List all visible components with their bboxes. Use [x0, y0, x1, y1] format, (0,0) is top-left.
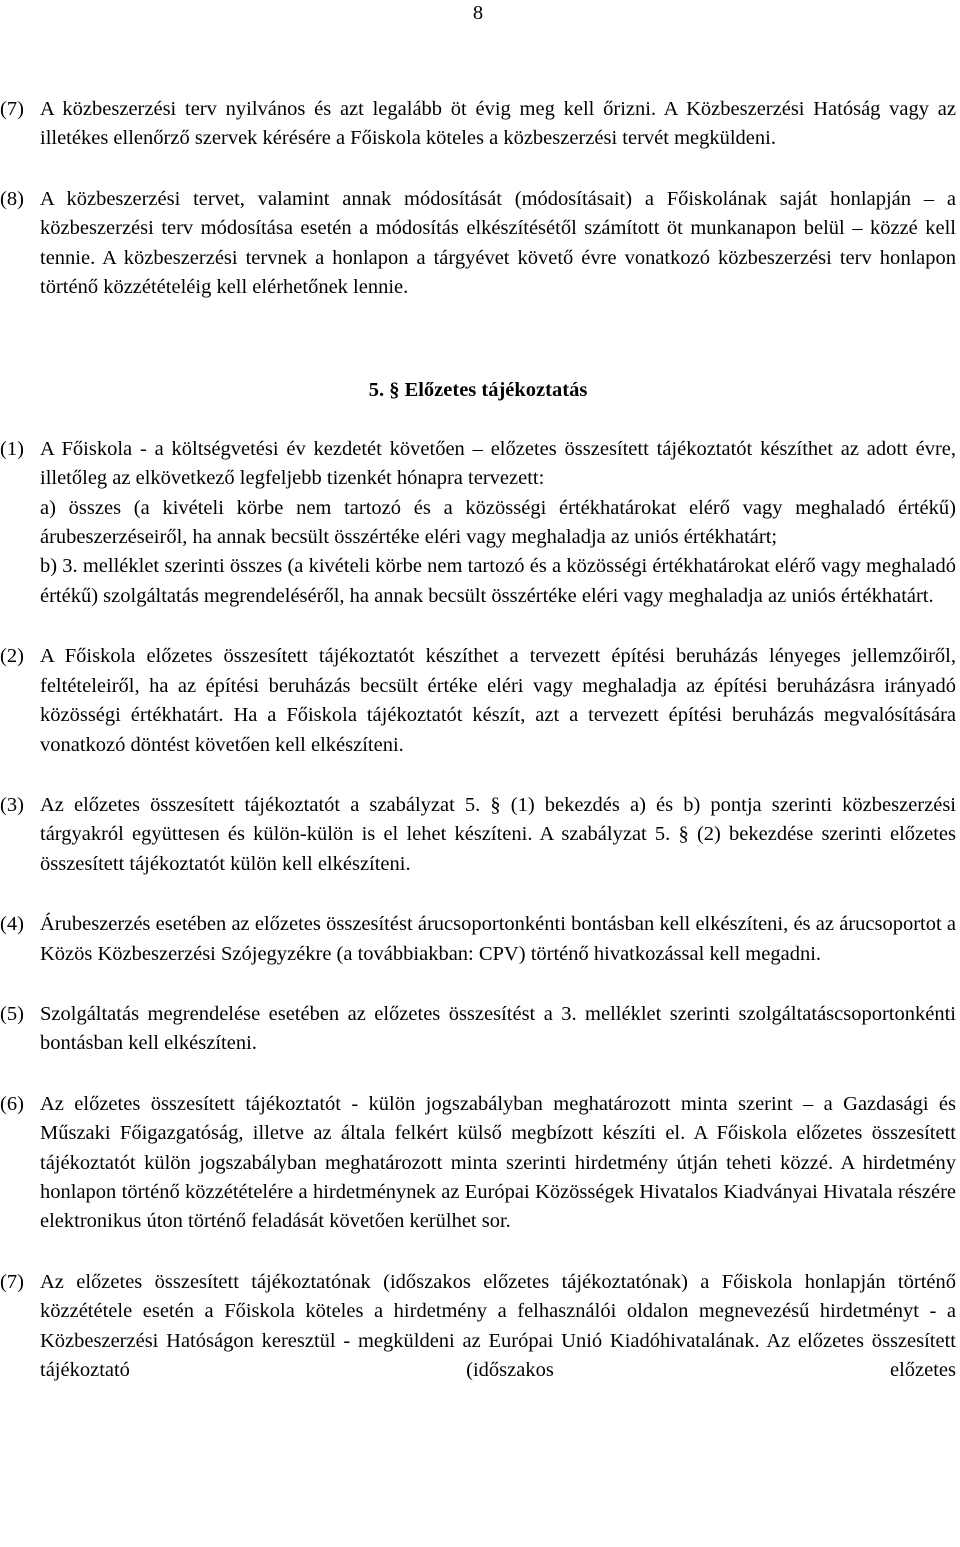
paragraph-text: Szolgáltatás megrendelése esetében az előzetes összesítést a 3. melléklet szerinti szolgáltatáscsoportonkénti bontásban kell elkészíteni. [40, 1002, 956, 1055]
paragraph-number: (7) [0, 98, 24, 120]
paragraph-number: (8) [0, 187, 24, 210]
paragraph-3 [0, 791, 956, 879]
paragraph-text: A közbeszerzési terv nyilvános és azt legalább öt évig meg kell őrizni. A Közbeszerzési Hatóság vagy az illetékes ellenőrző szervek kérésére a Főiskola köteles a közbeszerzési tervét megküldeni. [40, 98, 956, 150]
list-item-b: b) 3. melléklet szerinti összes (a kivételi körbe nem tartozó és a közösségi értékhatárokat elérő vagy meghaladó értékű) szolgáltatás megrendeléséről, ha annak becsült összértéke eléri vagy meghaladja az uniós értékhatárt. [40, 555, 956, 607]
paragraph-6 [0, 1090, 956, 1237]
paragraph-text: A Főiskola előzetes összesített tájékoztatót készíthet a tervezett építési beruházás lényeges jellemzőiről, feltételeiről, ha az építési beruházás becsült értéke eléri vagy meghaladja az építési beruházásra irányadó közösségi értékhatárt. Ha a Főiskola tájékoztatót készít, azt a tervezett építési beruházás megvalósítására vonatkozó döntést követően kell elkészíteni. [40, 645, 956, 756]
paragraph-number: (5) [0, 1002, 24, 1025]
paragraph-number: (1) [0, 437, 24, 460]
paragraph-7-bottom [0, 1268, 956, 1386]
section-title: 5. § Előzetes tájékoztatás [368, 379, 588, 402]
page-number: 8 [472, 2, 484, 24]
paragraph-5 [0, 1000, 956, 1059]
paragraph-number: (3) [0, 793, 24, 816]
paragraph-text: Az előzetes összesített tájékoztatónak (időszakos előzetes tájékoztatónak) a Főiskola honlapján történő közzététele esetén a Főiskola köteles a hirdetmény a felhasználói oldalon megnevezésű hirdetményt - a Közbeszerzési Hatóságon keresztül - megküldeni az Európai Unió Kiadóhivatalának. Az előzetes összesített tájékoztató (időszakos előzetes [40, 1270, 956, 1381]
paragraph-4 [0, 910, 956, 969]
paragraph-number: (4) [0, 913, 24, 936]
paragraph-intro: A Főiskola - a költségvetési év kezdetét követően – előzetes összesített tájékoztatót készíthet az adott évre, illetőleg az elkövetkező legfeljebb tizenkét hónapra tervezett: [40, 437, 956, 490]
list-item-a: a) összes (a kivételi körbe nem tartozó és a közösségi értékhatárokat elérő vagy meghaladó értékű) árubeszerzéseiről, ha annak becsült összértéke eléri vagy meghaladja az uniós értékhatárt; [40, 496, 956, 549]
paragraph-number: (2) [0, 645, 24, 668]
paragraph-text: A közbeszerzési tervet, valamint annak módosítását (módosításait) a Főiskolának saját honlapján – a közbeszerzési terv módosítása esetén a módosítás elkészítésétől számított öt munkanapon belül – közzé kell tennie. A közbeszerzési tervnek a honlapon a tárgyévet követő évre vonatkozó közbeszerzési terv honlapon történő közzétételéig kell elérhetőnek lennie. [40, 187, 956, 299]
paragraph-text: Az előzetes összesített tájékoztatót a szabályzat 5. § (1) bekezdés a) és b) pontja szerinti közbeszerzési tárgyakról együttesen és külön-külön is el lehet készíteni. A szabályzat 5. § (2) bekezdése szerinti előzetes összesített tájékoztatót külön kell elkészíteni. [40, 793, 956, 875]
paragraph-text: Az előzetes összesített tájékoztatót - külön jogszabályban meghatározott minta szerint – a Gazdasági és Műszaki Főigazgatóság, illetve az általa felkért külső megbízott készíti el. A Főiskola előzetes összesített tájékoztatót külön jogszabályban meghatározott minta szerinti hirdetmény útján teheti közzé. A hirdetmény honlapon történő közzétételére a hirdetménynek az Európai Közösségek Hivatalos Kiadványai Hivatala részére elektronikus úton történő feladását követően kerülhet sor. [40, 1092, 956, 1233]
paragraph-2 [0, 642, 956, 760]
paragraph-number: (7) [0, 1270, 24, 1293]
paragraph-number: (6) [0, 1092, 24, 1115]
paragraph-text: Árubeszerzés esetében az előzetes összesítést árucsoportonkénti bontásban kell elkészíteni, és az árucsoportot a Közös Közbeszerzési Szójegyzékre (a továbbiakban: CPV) történő hivatkozással kell megadni. [40, 913, 956, 965]
paragraph-7-top [0, 95, 956, 154]
paragraph-1 [0, 435, 956, 611]
paragraph-8 [0, 185, 956, 303]
document-body [0, 95, 956, 1385]
